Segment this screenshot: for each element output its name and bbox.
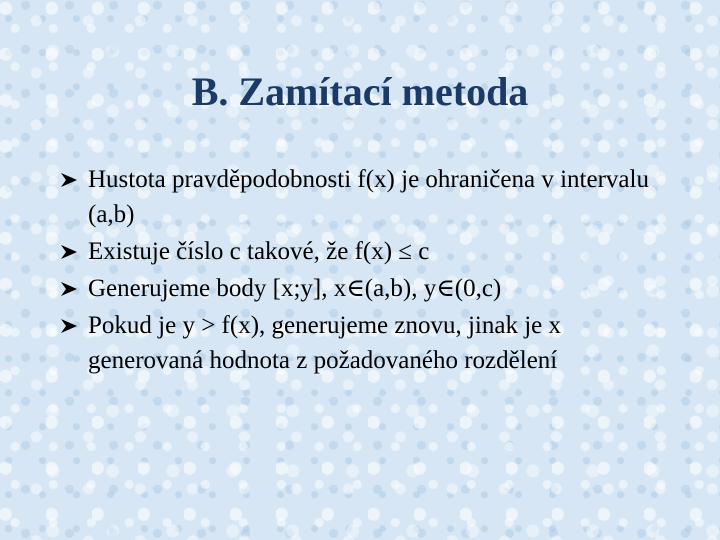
arrowhead-icon xyxy=(60,308,84,343)
bullet-item xyxy=(60,308,660,378)
bullet-item xyxy=(60,162,660,232)
bullet-item xyxy=(60,271,660,306)
bullet-text: Hustota pravděpodobnosti f(x) je ohraničena v intervalu (a,b) xyxy=(88,166,649,228)
bullet-text: Generujeme body [x;y], x∈(a,b), y∈(0,c) xyxy=(88,275,502,302)
bullet-list xyxy=(60,162,660,380)
arrowhead-icon xyxy=(60,271,84,306)
arrowhead-icon xyxy=(60,234,84,269)
bullet-text: Pokud je y > f(x), generujeme znovu, jinak je x generovaná hodnota z požadovaného rozdělení xyxy=(88,312,561,374)
slide-title: B. Zamítací metoda xyxy=(191,69,529,114)
bullet-text: Existuje číslo c takové, že f(x) ≤ c xyxy=(88,238,430,265)
bullet-item xyxy=(60,234,660,269)
arrowhead-icon xyxy=(60,162,84,197)
